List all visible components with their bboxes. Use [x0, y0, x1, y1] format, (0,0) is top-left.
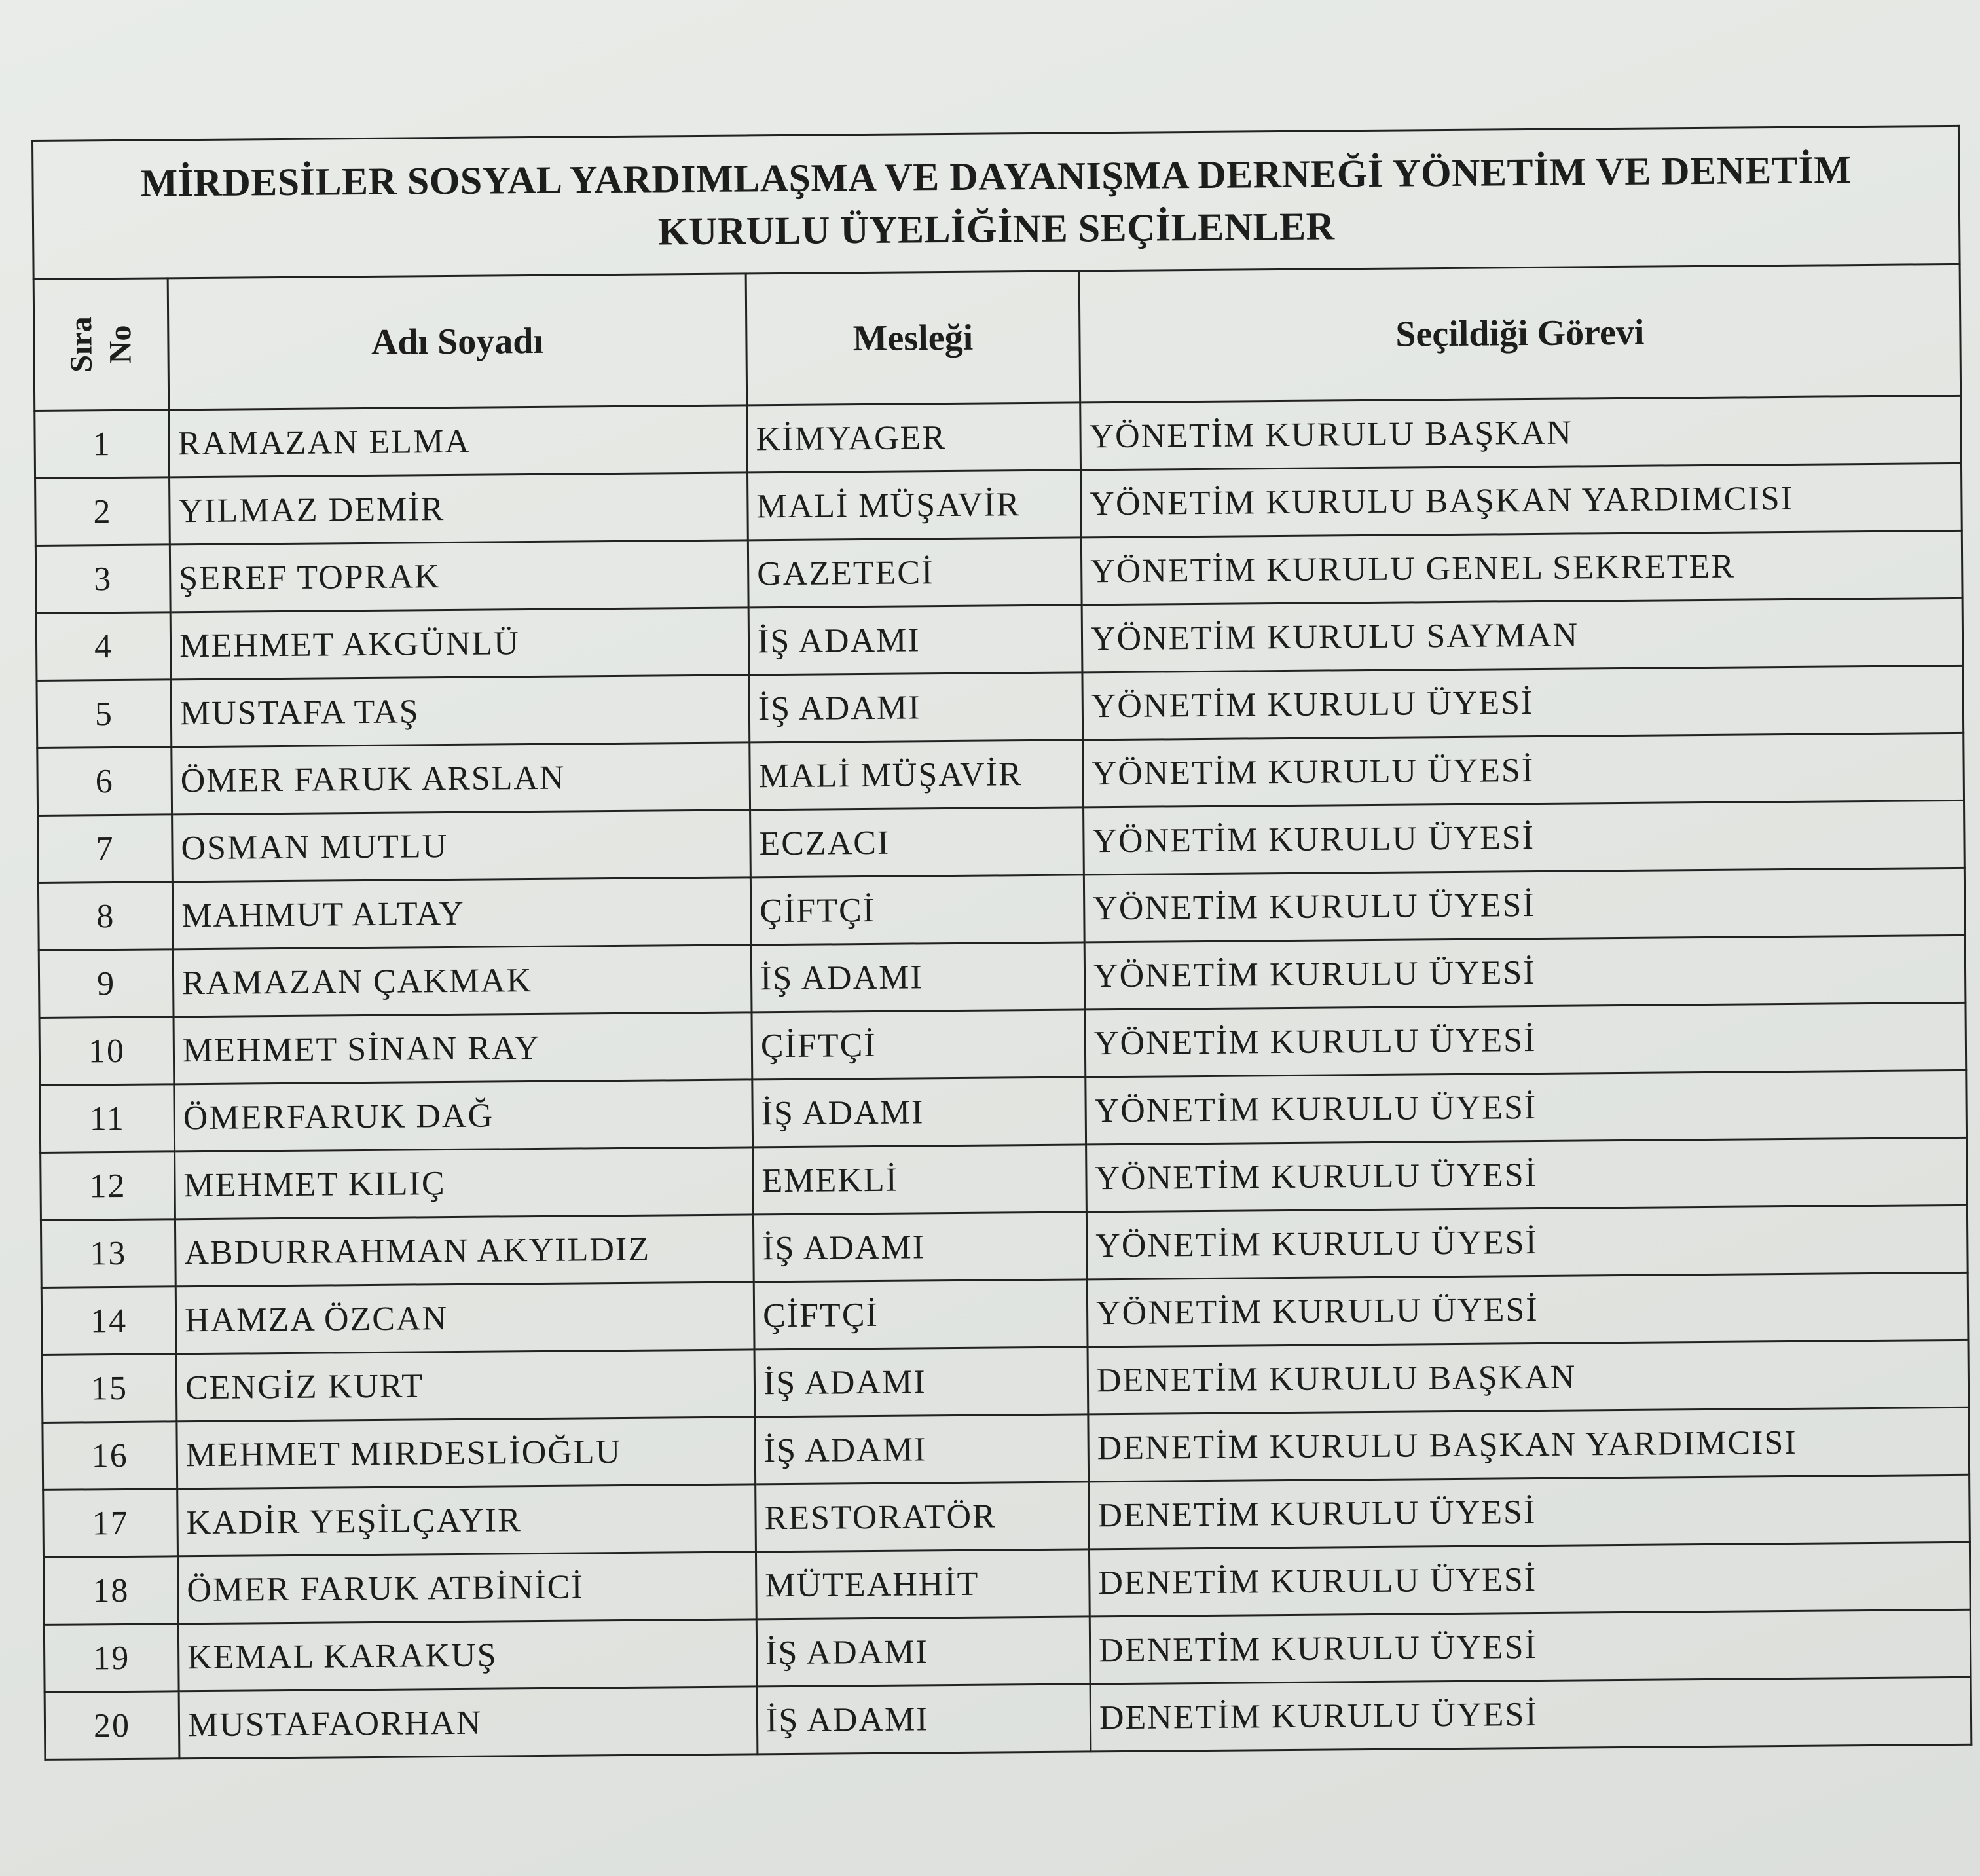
member-role: DENETİM KURULU ÜYESİ: [1089, 1475, 1970, 1549]
row-number: 10: [39, 1017, 174, 1086]
member-profession: İŞ ADAMI: [753, 1212, 1087, 1282]
member-profession: İŞ ADAMI: [749, 672, 1083, 743]
member-name: KADİR YEŞİLÇAYIR: [177, 1484, 756, 1556]
row-number: 3: [35, 545, 170, 614]
header-sira-no: [33, 278, 169, 411]
row-number: 15: [42, 1354, 177, 1423]
row-number: 2: [35, 477, 170, 546]
row-number: 1: [35, 410, 170, 479]
member-role: YÖNETİM KURULU SAYMAN: [1082, 598, 1963, 672]
member-profession: İŞ ADAMI: [754, 1347, 1088, 1417]
header-row: [33, 264, 1961, 411]
member-role: YÖNETİM KURULU BAŞKAN: [1080, 395, 1962, 470]
member-profession: ÇİFTÇİ: [754, 1279, 1088, 1350]
member-name: ŞEREF TOPRAK: [170, 540, 748, 612]
row-number: 18: [43, 1556, 178, 1625]
row-number: 8: [38, 882, 173, 951]
member-name: MEHMET KILIÇ: [175, 1147, 754, 1219]
member-name: OSMAN MUTLU: [172, 810, 751, 882]
row-number: 16: [43, 1422, 177, 1490]
row-number: 11: [40, 1084, 175, 1153]
member-name: MAHMUT ALTAY: [172, 877, 751, 949]
member-profession: RESTORATÖR: [756, 1482, 1090, 1552]
member-profession: MALİ MÜŞAVİR: [748, 470, 1082, 540]
member-name: MUSTAFAORHAN: [179, 1687, 758, 1759]
member-role: YÖNETİM KURULU ÜYESİ: [1086, 1205, 1968, 1279]
header-role: Seçildiği Görevi: [1079, 264, 1961, 403]
member-role: DENETİM KURULU BAŞKAN YARDIMCISI: [1088, 1407, 1970, 1482]
row-number: 5: [37, 680, 172, 748]
member-role: YÖNETİM KURULU ÜYESİ: [1084, 800, 1965, 875]
member-profession: İŞ ADAMI: [748, 605, 1082, 675]
member-profession: ECZACI: [750, 807, 1084, 877]
row-number: 14: [41, 1287, 176, 1355]
member-name: RAMAZAN ELMA: [169, 405, 748, 477]
member-profession: İŞ ADAMI: [752, 1077, 1086, 1147]
member-role: YÖNETİM KURULU ÜYESİ: [1087, 1272, 1968, 1347]
row-number: 9: [39, 949, 174, 1018]
header-job: Mesleği: [746, 271, 1080, 405]
member-name: KEMAL KARAKUŞ: [178, 1619, 757, 1691]
member-profession: İŞ ADAMI: [757, 1684, 1091, 1754]
member-role: DENETİM KURULU BAŞKAN: [1088, 1340, 1969, 1414]
row-number: 20: [45, 1691, 179, 1760]
row-number: 17: [43, 1489, 178, 1558]
document-sheet: [31, 125, 1970, 1755]
member-profession: MALİ MÜŞAVİR: [750, 740, 1084, 810]
member-role: YÖNETİM KURULU GENEL SEKRETER: [1081, 530, 1962, 605]
row-number: 19: [44, 1624, 179, 1693]
member-profession: KİMYAGER: [747, 403, 1081, 473]
header-no: No: [103, 325, 138, 364]
member-profession: MÜTEAHHİT: [756, 1549, 1090, 1619]
row-number: 7: [38, 815, 173, 883]
member-role: YÖNETİM KURULU ÜYESİ: [1086, 1070, 1967, 1145]
member-name: YILMAZ DEMİR: [170, 473, 748, 545]
member-name: CENGİZ KURT: [176, 1350, 755, 1422]
member-name: RAMAZAN ÇAKMAK: [173, 945, 752, 1017]
member-role: YÖNETİM KURULU ÜYESİ: [1085, 1002, 1966, 1077]
row-number: 13: [41, 1219, 175, 1288]
member-name: ÖMER FARUK ARSLAN: [172, 743, 750, 815]
member-role: DENETİM KURULU ÜYESİ: [1089, 1542, 1970, 1617]
row-number: 12: [41, 1152, 175, 1221]
member-name: MUSTAFA TAŞ: [171, 675, 750, 747]
member-role: YÖNETİM KURULU ÜYESİ: [1082, 665, 1964, 740]
table-row: [45, 1677, 1971, 1759]
header-name: Adı Soyadı: [168, 274, 747, 410]
member-name: MEHMET SİNAN RAY: [174, 1012, 752, 1084]
member-name: ABDURRAHMAN AKYILDIZ: [175, 1215, 754, 1287]
member-profession: ÇİFTÇİ: [750, 875, 1084, 945]
member-role: YÖNETİM KURULU ÜYESİ: [1086, 1137, 1968, 1212]
member-name: ÖMERFARUK DAĞ: [174, 1080, 753, 1152]
member-name: ÖMER FARUK ATBİNİCİ: [177, 1552, 756, 1624]
member-role: DENETİM KURULU ÜYESİ: [1090, 1609, 1971, 1684]
member-name: MEHMET MIRDESLİOĞLU: [177, 1417, 756, 1489]
member-role: YÖNETİM KURULU ÜYESİ: [1084, 868, 1965, 942]
members-table: [31, 125, 1972, 1761]
member-profession: EMEKLİ: [753, 1145, 1087, 1215]
member-role: DENETİM KURULU ÜYESİ: [1090, 1677, 1971, 1752]
member-name: HAMZA ÖZCAN: [175, 1282, 754, 1354]
document-title: [33, 126, 1960, 279]
row-number: 6: [37, 747, 172, 816]
row-number: 4: [36, 612, 171, 681]
member-profession: ÇİFTÇİ: [752, 1010, 1086, 1080]
member-profession: GAZETECİ: [748, 538, 1082, 608]
member-name: MEHMET AKGÜNLÜ: [170, 608, 749, 680]
member-role: YÖNETİM KURULU BAŞKAN YARDIMCISI: [1081, 463, 1962, 538]
member-profession: İŞ ADAMI: [755, 1414, 1089, 1484]
member-role: YÖNETİM KURULU ÜYESİ: [1083, 733, 1964, 807]
member-role: YÖNETİM KURULU ÜYESİ: [1084, 935, 1966, 1010]
member-profession: İŞ ADAMI: [756, 1617, 1090, 1687]
title-line-2: KURULU ÜYELİĞİNE SEÇİLENLER: [657, 204, 1335, 253]
member-profession: İŞ ADAMI: [751, 942, 1085, 1012]
header-sira: Sıra: [64, 316, 99, 373]
title-line-1: MİRDESİLER SOSYAL YARDIMLAŞMA VE DAYANIŞMA DERNEĞİ YÖNETİM VE DENETİM: [140, 148, 1852, 205]
